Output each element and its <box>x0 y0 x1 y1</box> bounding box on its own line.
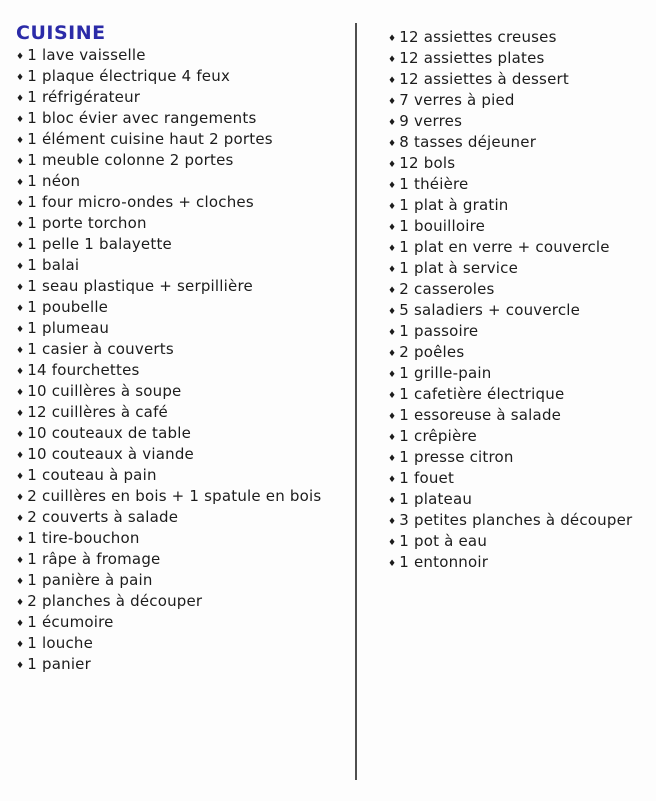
item-text: 1 élément cuisine haut 2 portes <box>27 130 273 148</box>
list-item <box>388 237 632 258</box>
item-text: 8 tasses déjeuner <box>399 133 537 151</box>
item-text: 1 presse citron <box>399 448 514 466</box>
diamond-bullet-icon: ♦ <box>16 366 25 377</box>
list-item <box>388 258 632 279</box>
list-item <box>388 195 632 216</box>
list-item <box>16 213 321 234</box>
list-item <box>388 279 632 300</box>
item-text: 1 bouilloire <box>399 217 486 235</box>
item-text: 9 verres <box>399 112 463 130</box>
list-item <box>388 111 632 132</box>
diamond-bullet-icon: ♦ <box>16 156 25 167</box>
item-text: 1 seau plastique + serpillière <box>27 277 253 295</box>
item-text: 1 cafetière électrique <box>399 385 565 403</box>
diamond-bullet-icon: ♦ <box>388 432 397 443</box>
list-item <box>388 216 632 237</box>
item-text: 1 bloc évier avec rangements <box>27 109 257 127</box>
right-column-list <box>388 27 632 573</box>
list-item <box>16 465 321 486</box>
item-text: 1 four micro-ondes + cloches <box>27 193 254 211</box>
item-text: 2 cuillères en bois + 1 spatule en bois <box>27 487 322 505</box>
diamond-bullet-icon: ♦ <box>388 306 397 317</box>
diamond-bullet-icon: ♦ <box>16 513 25 524</box>
list-item <box>388 153 632 174</box>
diamond-bullet-icon: ♦ <box>388 453 397 464</box>
item-text: 12 assiettes à dessert <box>399 70 569 88</box>
item-text: 12 cuillères à café <box>27 403 168 421</box>
list-item <box>388 363 632 384</box>
diamond-bullet-icon: ♦ <box>16 576 25 587</box>
diamond-bullet-icon: ♦ <box>388 159 397 170</box>
diamond-bullet-icon: ♦ <box>388 117 397 128</box>
item-text: 10 couteaux à viande <box>27 445 194 463</box>
item-text: 1 louche <box>27 634 94 652</box>
item-text: 1 plaque électrique 4 feux <box>27 67 231 85</box>
item-text: 1 poubelle <box>27 298 109 316</box>
diamond-bullet-icon: ♦ <box>16 639 25 650</box>
diamond-bullet-icon: ♦ <box>16 324 25 335</box>
diamond-bullet-icon: ♦ <box>16 240 25 251</box>
list-item <box>388 342 632 363</box>
list-item <box>16 255 321 276</box>
diamond-bullet-icon: ♦ <box>388 201 397 212</box>
list-item <box>16 339 321 360</box>
diamond-bullet-icon: ♦ <box>16 471 25 482</box>
diamond-bullet-icon: ♦ <box>388 474 397 485</box>
item-text: 10 couteaux de table <box>27 424 192 442</box>
list-item <box>388 426 632 447</box>
item-text: 1 panier <box>27 655 91 673</box>
list-item <box>388 531 632 552</box>
item-text: 1 plat à gratin <box>399 196 509 214</box>
item-text: 1 balai <box>27 256 80 274</box>
item-text: 1 essoreuse à salade <box>399 406 562 424</box>
diamond-bullet-icon: ♦ <box>388 390 397 401</box>
item-text: 12 bols <box>399 154 456 172</box>
diamond-bullet-icon: ♦ <box>388 243 397 254</box>
list-item <box>16 591 321 612</box>
list-item <box>388 300 632 321</box>
list-item <box>16 171 321 192</box>
item-text: 1 casier à couverts <box>27 340 174 358</box>
diamond-bullet-icon: ♦ <box>16 450 25 461</box>
list-item <box>388 69 632 90</box>
list-item <box>16 507 321 528</box>
item-text: 1 fouet <box>399 469 455 487</box>
column-divider <box>355 23 357 780</box>
list-item <box>16 297 321 318</box>
list-item <box>388 552 632 573</box>
diamond-bullet-icon: ♦ <box>16 177 25 188</box>
diamond-bullet-icon: ♦ <box>388 348 397 359</box>
item-text: 10 cuillères à soupe <box>27 382 182 400</box>
list-item <box>16 45 321 66</box>
item-text: 1 panière à pain <box>27 571 153 589</box>
item-text: 1 pelle 1 balayette <box>27 235 172 253</box>
diamond-bullet-icon: ♦ <box>16 429 25 440</box>
list-item <box>388 447 632 468</box>
diamond-bullet-icon: ♦ <box>16 303 25 314</box>
diamond-bullet-icon: ♦ <box>388 537 397 548</box>
diamond-bullet-icon: ♦ <box>388 54 397 65</box>
item-text: 1 réfrigérateur <box>27 88 141 106</box>
list-item <box>388 321 632 342</box>
list-item <box>388 510 632 531</box>
item-text: 1 entonnoir <box>399 553 489 571</box>
diamond-bullet-icon: ♦ <box>388 327 397 338</box>
item-text: 1 crêpière <box>399 427 477 445</box>
list-item <box>388 90 632 111</box>
item-text: 1 lave vaisselle <box>27 46 146 64</box>
list-item <box>16 129 321 150</box>
list-item <box>16 402 321 423</box>
item-text: 1 pot à eau <box>399 532 488 550</box>
item-text: 1 meuble colonne 2 portes <box>27 151 234 169</box>
diamond-bullet-icon: ♦ <box>16 282 25 293</box>
list-item <box>388 48 632 69</box>
diamond-bullet-icon: ♦ <box>388 411 397 422</box>
diamond-bullet-icon: ♦ <box>16 597 25 608</box>
list-item <box>388 489 632 510</box>
diamond-bullet-icon: ♦ <box>388 96 397 107</box>
item-text: 1 plateau <box>399 490 473 508</box>
item-text: 1 plumeau <box>27 319 110 337</box>
list-item <box>16 87 321 108</box>
list-item <box>16 633 321 654</box>
diamond-bullet-icon: ♦ <box>16 492 25 503</box>
item-text: 1 râpe à fromage <box>27 550 161 568</box>
item-text: 2 poêles <box>399 343 465 361</box>
diamond-bullet-icon: ♦ <box>16 72 25 83</box>
item-text: 1 écumoire <box>27 613 114 631</box>
list-item <box>16 192 321 213</box>
left-column-list <box>16 45 321 675</box>
diamond-bullet-icon: ♦ <box>16 51 25 62</box>
diamond-bullet-icon: ♦ <box>16 198 25 209</box>
item-text: 12 assiettes plates <box>399 49 545 67</box>
diamond-bullet-icon: ♦ <box>388 33 397 44</box>
diamond-bullet-icon: ♦ <box>16 555 25 566</box>
item-text: 1 grille-pain <box>399 364 492 382</box>
item-text: 5 saladiers + couvercle <box>399 301 581 319</box>
item-text: 1 théière <box>399 175 469 193</box>
item-text: 1 plat à service <box>399 259 519 277</box>
list-item <box>16 486 321 507</box>
item-text: 1 néon <box>27 172 81 190</box>
diamond-bullet-icon: ♦ <box>16 261 25 272</box>
diamond-bullet-icon: ♦ <box>16 93 25 104</box>
list-item <box>388 132 632 153</box>
list-item <box>16 108 321 129</box>
diamond-bullet-icon: ♦ <box>388 516 397 527</box>
list-item <box>16 528 321 549</box>
list-item <box>16 654 321 675</box>
list-item <box>16 570 321 591</box>
list-item <box>16 549 321 570</box>
item-text: 2 planches à découper <box>27 592 203 610</box>
item-text: 7 verres à pied <box>399 91 515 109</box>
list-item <box>388 405 632 426</box>
diamond-bullet-icon: ♦ <box>16 387 25 398</box>
diamond-bullet-icon: ♦ <box>16 135 25 146</box>
page-title: CUISINE <box>16 22 106 44</box>
list-item <box>388 468 632 489</box>
item-text: 2 casseroles <box>399 280 495 298</box>
diamond-bullet-icon: ♦ <box>388 558 397 569</box>
list-item <box>16 234 321 255</box>
list-item <box>16 66 321 87</box>
item-text: 2 couverts à salade <box>27 508 179 526</box>
diamond-bullet-icon: ♦ <box>388 180 397 191</box>
diamond-bullet-icon: ♦ <box>16 534 25 545</box>
item-text: 1 couteau à pain <box>27 466 157 484</box>
diamond-bullet-icon: ♦ <box>16 618 25 629</box>
list-item <box>16 381 321 402</box>
diamond-bullet-icon: ♦ <box>16 114 25 125</box>
list-item <box>16 423 321 444</box>
item-text: 3 petites planches à découper <box>399 511 633 529</box>
list-item <box>16 276 321 297</box>
list-item <box>16 150 321 171</box>
diamond-bullet-icon: ♦ <box>16 408 25 419</box>
diamond-bullet-icon: ♦ <box>16 219 25 230</box>
list-item <box>388 174 632 195</box>
item-text: 1 plat en verre + couvercle <box>399 238 610 256</box>
diamond-bullet-icon: ♦ <box>388 495 397 506</box>
list-item <box>388 384 632 405</box>
diamond-bullet-icon: ♦ <box>388 222 397 233</box>
item-text: 12 assiettes creuses <box>399 28 557 46</box>
diamond-bullet-icon: ♦ <box>388 264 397 275</box>
diamond-bullet-icon: ♦ <box>388 369 397 380</box>
diamond-bullet-icon: ♦ <box>16 345 25 356</box>
list-item <box>16 360 321 381</box>
item-text: 1 porte torchon <box>27 214 147 232</box>
list-item <box>16 612 321 633</box>
diamond-bullet-icon: ♦ <box>388 138 397 149</box>
item-text: 1 tire-bouchon <box>27 529 140 547</box>
list-item <box>16 444 321 465</box>
diamond-bullet-icon: ♦ <box>16 660 25 671</box>
diamond-bullet-icon: ♦ <box>388 75 397 86</box>
list-item <box>16 318 321 339</box>
diamond-bullet-icon: ♦ <box>388 285 397 296</box>
list-item <box>388 27 632 48</box>
item-text: 1 passoire <box>399 322 479 340</box>
item-text: 14 fourchettes <box>27 361 140 379</box>
